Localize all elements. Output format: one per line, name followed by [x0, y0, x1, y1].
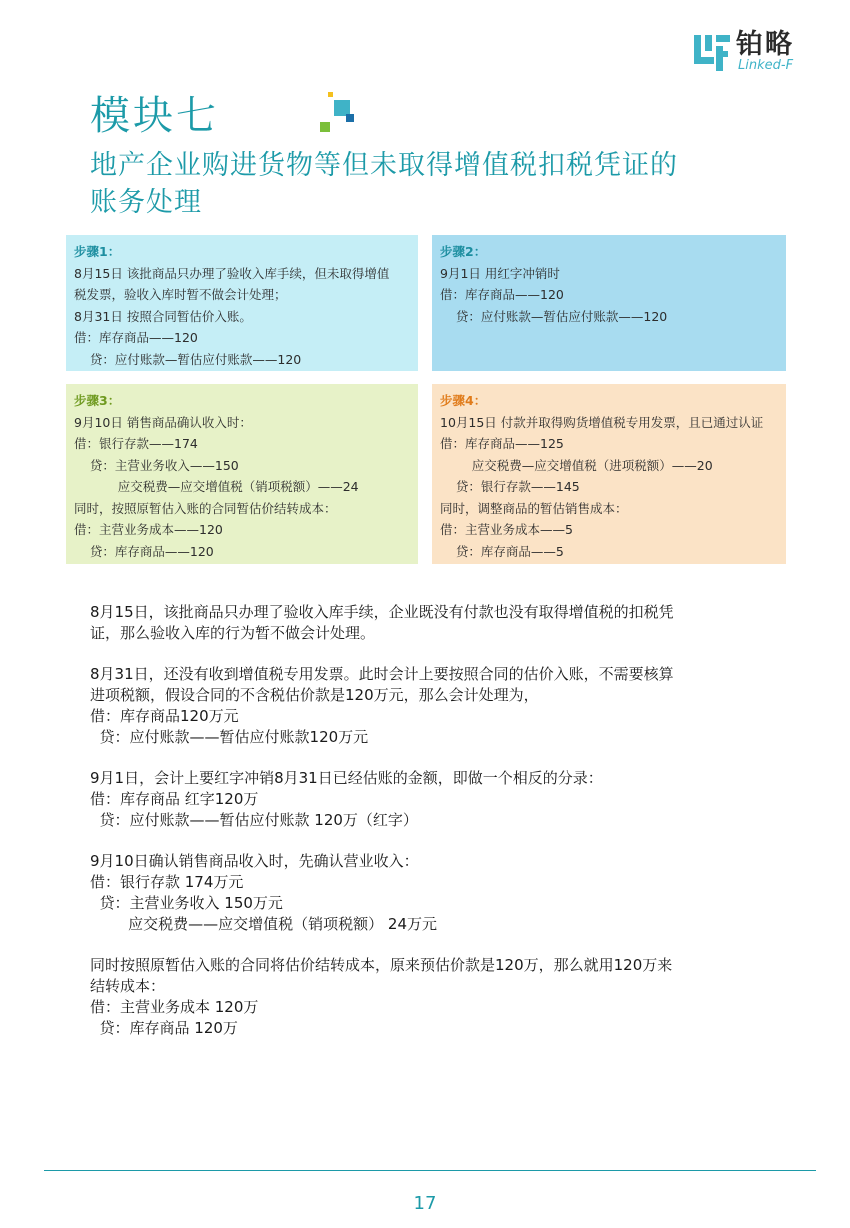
page-subtitle — [90, 147, 790, 221]
paragraph-sep10 — [90, 851, 790, 935]
step-3-line: 借：银行存款——174 — [74, 436, 198, 451]
step-1-line: 税发票，验收入库时暂不做会计处理； — [74, 287, 287, 302]
step-1-title: 步骤1： — [74, 244, 121, 259]
step-1-line: 贷：应付账款—暂估应付账款——120 — [74, 351, 302, 367]
step-3-title: 步骤3： — [74, 393, 121, 408]
paragraph-line: 9月1日，会计上要红字冲销8月31日已经估账的金额，即做一个相反的分录： — [90, 769, 603, 787]
paragraph-line: 9月10日确认销售商品收入时，先确认营业收入： — [90, 852, 419, 870]
step-2-box — [432, 235, 786, 371]
paragraph-line: 借：主营业务成本 120万 — [90, 998, 259, 1016]
subtitle-line-2: 账务处理 — [90, 187, 202, 218]
step-3-line: 借：主营业务成本——120 — [74, 522, 223, 537]
step-3-line: 贷：主营业务收入——150 — [74, 457, 239, 473]
linked-f-logo-icon — [692, 33, 732, 73]
logo-chinese-name: 铂略 — [736, 29, 794, 60]
paragraph-line: 借：银行存款 174万元 — [90, 873, 244, 891]
paragraph-line: 同时按照原暂估入账的合同将估价结转成本，原来预估价款是120万，那么就用120万来 — [90, 956, 673, 974]
paragraph-aug31 — [90, 664, 790, 748]
step-4-line: 10月15日 付款并取得购货增值税专用发票，且已通过认证 — [440, 414, 764, 430]
paragraph-line: 8月31日，还没有收到增值税专用发票。此时会计上要按照合同的估价入账，不需要核算 — [90, 665, 674, 683]
step-4-title: 步骤4： — [440, 393, 487, 408]
step-1-line: 借：库存商品——120 — [74, 330, 198, 345]
step-1-line: 8月31日 按照合同暂估价入账。 — [74, 308, 252, 324]
paragraph-line: 贷：主营业务收入 150万元 — [90, 894, 283, 912]
step-4-line: 贷：银行存款——145 — [440, 479, 580, 494]
step-4-box — [432, 384, 786, 564]
step-2-title: 步骤2： — [440, 244, 487, 259]
paragraph-line: 证，那么验收入库的行为暂不做会计处理。 — [90, 624, 376, 642]
paragraph-aug15 — [90, 602, 790, 644]
step-3-line: 应交税费—应交增值税（销项税额）——24 — [74, 479, 359, 494]
step-3-line: 贷：库存商品——120 — [74, 543, 214, 559]
step-2-line: 借：库存商品——120 — [440, 287, 564, 302]
step-4-line: 贷：库存商品——5 — [440, 543, 564, 559]
paragraph-line: 贷：库存商品 120万 — [90, 1019, 238, 1037]
step-4-line: 借：库存商品——125 — [440, 436, 564, 451]
step-3-box — [66, 384, 418, 564]
step-4-line: 应交税费—应交增值税（进项税额）——20 — [440, 457, 713, 473]
paragraph-line: 应交税费——应交增值税（销项税额） 24万元 — [90, 915, 438, 933]
paragraph-sep1 — [90, 768, 790, 831]
paragraph-line: 贷：应付账款——暂估应付账款 120万（红字） — [90, 811, 418, 829]
step-4-line: 借：主营业务成本——5 — [440, 522, 573, 537]
paragraph-line: 结转成本： — [90, 977, 166, 995]
subtitle-line-1: 地产企业购进货物等但未取得增值税扣税凭证的 — [90, 150, 678, 181]
paragraph-line: 8月15日，该批商品只办理了验收入库手续，企业既没有付款也没有取得增值税的扣税凭 — [90, 603, 674, 621]
paragraph-line: 贷：应付账款——暂估应付账款120万元 — [90, 728, 369, 746]
step-1-line: 8月15日 该批商品只办理了验收入库手续，但未取得增值 — [74, 265, 390, 281]
module-title: 模块七 — [90, 93, 219, 139]
step-1-box — [66, 235, 418, 371]
brand-logo — [692, 30, 812, 74]
step-3-line: 同时，按照原暂估入账的合同暂估价结转成本： — [74, 500, 337, 516]
decorative-squares-icon — [318, 92, 364, 142]
step-2-line: 贷：应付账款—暂估应付账款——120 — [440, 308, 668, 324]
footer-divider — [44, 1170, 816, 1171]
paragraph-line: 借：库存商品 红字120万 — [90, 790, 259, 808]
explanation-body — [90, 602, 790, 1059]
paragraph-line: 进项税额，假设合同的不含税估价款是120万元，那么会计处理为， — [90, 686, 539, 704]
paragraph-cost-transfer — [90, 955, 790, 1039]
step-4-line: 同时，调整商品的暂估销售成本： — [440, 500, 628, 516]
step-2-line: 9月1日 用红字冲销时 — [440, 265, 560, 281]
paragraph-line: 借：库存商品120万元 — [90, 707, 239, 725]
step-3-line: 9月10日 销售商品确认收入时： — [74, 414, 252, 430]
page-number: 17 — [413, 1193, 437, 1214]
logo-english-name: Linked-F — [738, 58, 794, 73]
